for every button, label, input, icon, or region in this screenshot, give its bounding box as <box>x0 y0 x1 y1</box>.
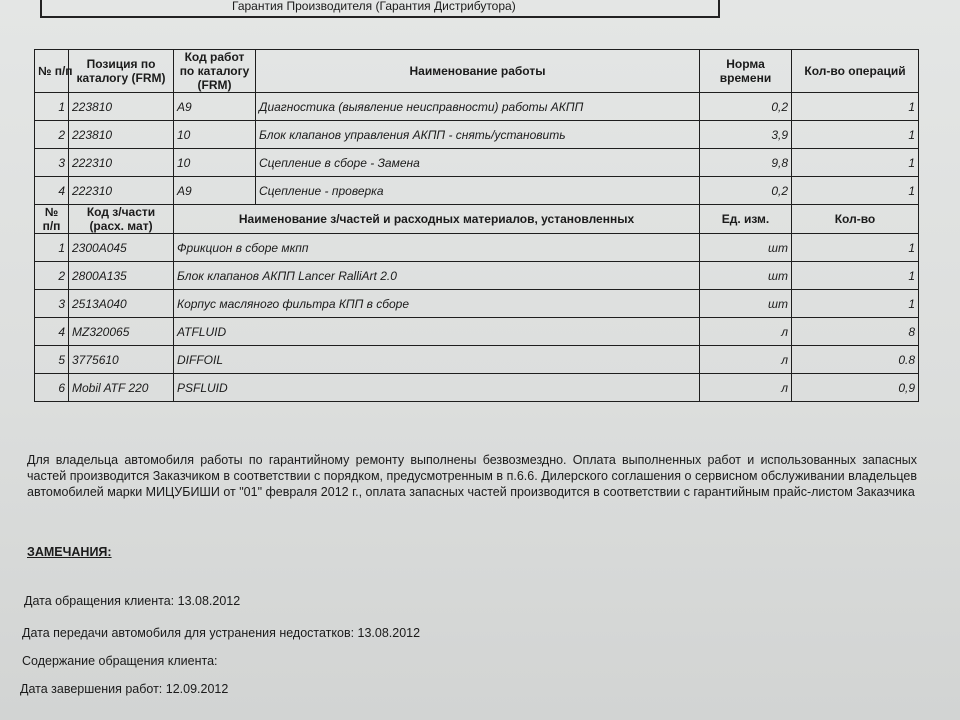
work-code: 10 <box>174 149 256 177</box>
table-row <box>35 318 919 346</box>
part-unit: шт <box>700 234 792 262</box>
part-code: MZ320065 <box>69 318 174 346</box>
parts-header-row <box>35 205 919 234</box>
table-row <box>35 93 919 121</box>
work-qty: 1 <box>792 149 919 177</box>
work-norm: 0,2 <box>700 93 792 121</box>
table-row <box>35 346 919 374</box>
part-unit: шт <box>700 290 792 318</box>
header-work-code: Код работ по каталогу (FRM) <box>174 50 256 93</box>
part-qty: 1 <box>792 262 919 290</box>
handover-date-line: Дата передачи автомобиля для устранения недостатков: 13.08.2012 <box>22 626 421 640</box>
warranty-header: Гарантия Производителя (Гарантия Дистрибутора) <box>40 0 720 18</box>
part-code: 2300A045 <box>69 234 174 262</box>
part-qty: 1 <box>792 234 919 262</box>
work-qty: 1 <box>792 177 919 205</box>
part-name: Фрикцион в сборе мкпп <box>174 234 700 262</box>
part-qty: 0,9 <box>792 374 919 402</box>
work-position: 223810 <box>69 93 174 121</box>
parts-header-code: Код з/части (расх. мат) <box>69 205 174 234</box>
work-num: 1 <box>35 93 69 121</box>
table-row <box>35 262 919 290</box>
part-qty: 8 <box>792 318 919 346</box>
part-code: Mobil ATF 220 <box>69 374 174 402</box>
work-code: A9 <box>174 93 256 121</box>
part-unit: л <box>700 374 792 402</box>
work-num: 4 <box>35 177 69 205</box>
work-qty: 1 <box>792 93 919 121</box>
part-name: Блок клапанов АКПП Lancer RalliArt 2.0 <box>174 262 700 290</box>
part-num: 6 <box>35 374 69 402</box>
parts-header-unit: Ед. изм. <box>700 205 792 234</box>
remarks-heading: ЗАМЕЧАНИЯ: <box>27 545 112 559</box>
works-header-row <box>35 50 919 93</box>
table-row <box>35 149 919 177</box>
work-qty: 1 <box>792 121 919 149</box>
header-ops-count: Кол-во операций <box>792 50 919 93</box>
work-num: 2 <box>35 121 69 149</box>
table-row <box>35 177 919 205</box>
part-qty: 1 <box>792 290 919 318</box>
works-and-parts-table <box>34 49 919 402</box>
table-row <box>35 121 919 149</box>
table-row <box>35 290 919 318</box>
work-name: Сцепление в сборе - Замена <box>256 149 700 177</box>
part-unit: шт <box>700 262 792 290</box>
part-num: 3 <box>35 290 69 318</box>
part-num: 1 <box>35 234 69 262</box>
part-name: PSFLUID <box>174 374 700 402</box>
part-num: 4 <box>35 318 69 346</box>
part-unit: л <box>700 346 792 374</box>
parts-header-num: № п/п <box>35 205 69 234</box>
work-position: 223810 <box>69 121 174 149</box>
header-catalog-position: Позиция по каталогу (FRM) <box>69 50 174 93</box>
parts-header-qty: Кол-во <box>792 205 919 234</box>
part-num: 5 <box>35 346 69 374</box>
table-row <box>35 234 919 262</box>
header-num: № п/п <box>35 50 69 93</box>
work-norm: 3,9 <box>700 121 792 149</box>
part-name: Корпус масляного фильтра КПП в сборе <box>174 290 700 318</box>
part-code: 3775610 <box>69 346 174 374</box>
completion-date-line: Дата завершения работ: 12.09.2012 <box>20 682 229 696</box>
work-norm: 0,2 <box>700 177 792 205</box>
work-name: Диагностика (выявление неисправности) работы АКПП <box>256 93 700 121</box>
part-unit: л <box>700 318 792 346</box>
request-date-line: Дата обращения клиента: 13.08.2012 <box>24 594 241 608</box>
part-name: DIFFOIL <box>174 346 700 374</box>
table-row <box>35 374 919 402</box>
parts-header-name: Наименование з/частей и расходных материалов, установленных <box>174 205 700 234</box>
work-name: Сцепление - проверка <box>256 177 700 205</box>
work-position: 222310 <box>69 149 174 177</box>
part-name: ATFLUID <box>174 318 700 346</box>
header-work-name: Наименование работы <box>256 50 700 93</box>
work-position: 222310 <box>69 177 174 205</box>
work-name: Блок клапанов управления АКПП - снять/установить <box>256 121 700 149</box>
request-content-line: Содержание обращения клиента: <box>22 654 218 668</box>
work-code: 10 <box>174 121 256 149</box>
part-code: 2800A135 <box>69 262 174 290</box>
work-code: A9 <box>174 177 256 205</box>
part-num: 2 <box>35 262 69 290</box>
header-time-norm: Норма времени <box>700 50 792 93</box>
work-norm: 9,8 <box>700 149 792 177</box>
part-code: 2513A040 <box>69 290 174 318</box>
part-qty: 0.8 <box>792 346 919 374</box>
work-num: 3 <box>35 149 69 177</box>
warranty-notice-paragraph: Для владельца автомобиля работы по гарантийному ремонту выполнены безвозмездно. Оплата выполненных работ и использованных запасных частей производится Заказчиком в соответствии с порядком, предусмотренным в п.6.6. Дилерского соглашения о сервисном обслуживании владельцев автомобилей марки МИЦУБИШИ от "01" февраля 2012 г., оплата запасных частей производится в соответствии с гарантийным прайс-листом Заказчика <box>27 453 917 499</box>
